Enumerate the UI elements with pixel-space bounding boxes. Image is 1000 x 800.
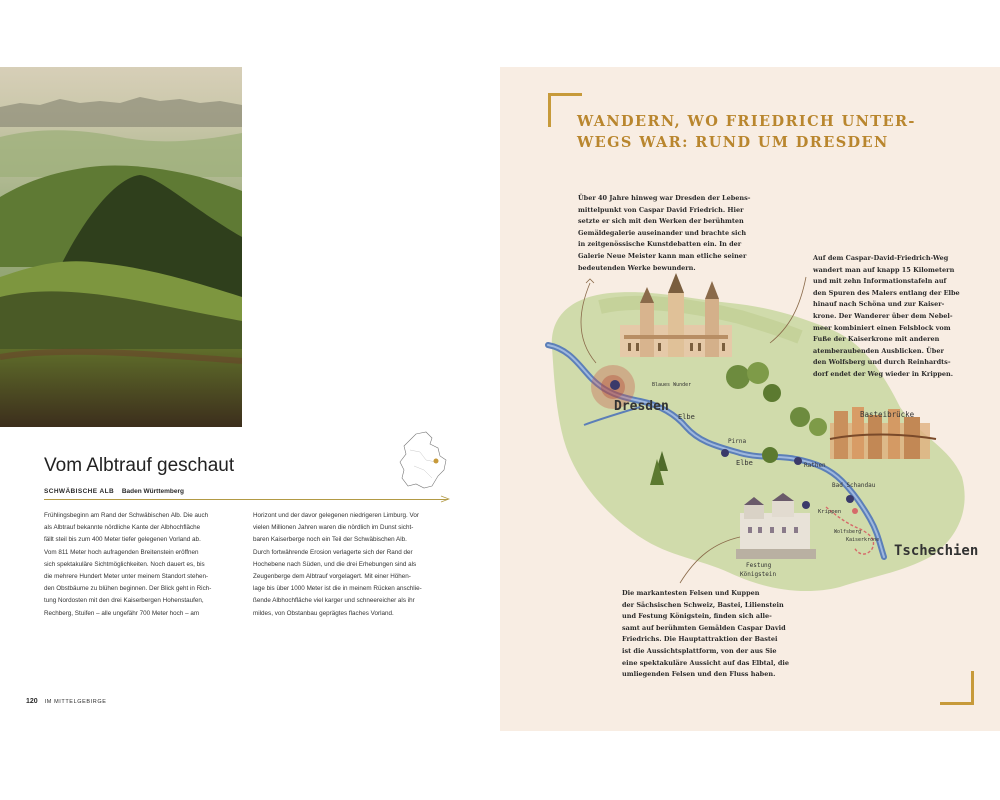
text-line: lage bis über 1000 Meter ist die in meinem Rücken anschlie- [253, 585, 422, 593]
map-label-bad-schandau: Bad Schandau [832, 482, 876, 489]
caption-line: und Festung Königstein, finden sich alle- [622, 612, 772, 621]
right-page [500, 67, 1000, 731]
text-line: den Obstbäume zu blühen beginnen. Der Blick geht in Rich- [44, 585, 212, 593]
caption-line: Fuße der Kaiserkrone mit anderen [813, 335, 940, 344]
text-line: Vom 811 Meter hoch aufragenden Breitenstein eröffnen [44, 548, 199, 556]
body-text-column-2 [253, 510, 451, 620]
caption-line: und mit zehn Informationstafeln auf [813, 277, 947, 286]
text-line: mildes, von Obstanbau geprägtes flaches Vorland. [253, 609, 394, 617]
caption-line: meer kombiniert einen Felsblock vom [813, 323, 951, 332]
corner-bracket-bottom-right [940, 671, 974, 705]
map-section-title [577, 111, 917, 153]
caption-dresden [578, 193, 751, 274]
caption-line: den Wolfsberg und durch Reinhardts- [813, 358, 951, 367]
caption-line: Galerie Neue Meister kann man etliche seiner [578, 251, 747, 260]
caption-line: umliegenden Felsen und den Fluss haben. [622, 670, 776, 679]
title-line: WEGS WAR: RUND UM DRESDEN [577, 134, 889, 151]
caption-line: krone. Der Wanderer über dem Nebel- [813, 311, 953, 320]
text-line: Durch fortwährende Erosion verlagerte sich der Rand der [253, 548, 413, 556]
text-line: baren Kaiserberge noch ein Teil der Schwäbischen Alb. [253, 536, 407, 544]
caption-line: setzte er sich mit den Werken der berühmten [578, 217, 744, 226]
caption-line: atemberaubenden Ausblicken. Über [813, 346, 944, 355]
text-line: tung Nordosten mit den drei Kaiserbergen Hohenstaufen, [44, 597, 204, 605]
arrow-right-icon [440, 495, 450, 503]
pirna-marker [721, 449, 729, 457]
page-folio [26, 698, 107, 705]
bad-schandau-marker [846, 495, 854, 503]
location-marker-icon [434, 459, 439, 464]
text-line: als Albtrauf bekannte nördliche Kante der Albhochfläche [44, 524, 201, 532]
map-label-wolfsberg: Wolfsberg [834, 529, 862, 535]
region-label [44, 488, 184, 495]
map-label-tschechien: Tschechien [894, 543, 979, 559]
caption-line: mittelpunkt von Caspar David Friedrich. Hier [578, 205, 744, 214]
map-label-kaiserkrone: Kaiserkrone [846, 537, 880, 543]
text-line: Hochebene nach Süden, und die drei Erhebungen sind als [253, 560, 417, 568]
text-line: Frühlingsbeginn am Rand der Schwäbischen Alb. Die auch [44, 512, 209, 519]
germany-region-map [396, 430, 452, 492]
caption-line: Über 40 Jahre hinweg war Dresden der Lebens- [578, 194, 751, 202]
rathen-marker [794, 457, 802, 465]
map-label-festung: Festung [746, 562, 772, 569]
map-label-krippen: Krippen [818, 509, 842, 515]
krippen-marker [852, 508, 858, 514]
caption-line: hinauf nach Schöna und zur Kaiser- [813, 300, 945, 309]
map-label-dresden: Dresden [614, 399, 669, 414]
caption-line: ist die Aussichtsplattform, von der aus Sie [622, 646, 777, 655]
map-label-rathen: Rathen [804, 462, 826, 469]
caption-line: Gemäldegalerie auseinander und brachte sich [578, 228, 747, 237]
map-label-blaues-wunder: Blaues Wunder [652, 382, 692, 388]
caption-saechsische-schweiz [622, 588, 789, 681]
article-title: Vom Albtrauf geschaut [44, 455, 235, 476]
caption-line: bedeutenden Werke bewundern. [578, 263, 696, 272]
page-number: 120 [26, 698, 38, 705]
caption-line: wandert man auf knapp 15 Kilometern [813, 265, 955, 274]
section-label: IM MITTELGEBIRGE [44, 699, 107, 705]
map-label-elbe-2: Elbe [736, 459, 753, 467]
caption-line: Die markantesten Felsen und Kuppen [622, 589, 760, 597]
caption-line: dorf endet der Weg wieder in Krippen. [813, 369, 954, 378]
title-line: WANDERN, WO FRIEDRICH UNTER- [577, 113, 916, 130]
caption-line: in zeitgenössische Kunstdebatten ein. In der [578, 240, 742, 249]
map-label-koenigstein: Königstein [740, 571, 777, 578]
body-text-column-1 [44, 510, 242, 620]
caption-line: den Spuren des Malers entlang der Elbe [813, 288, 960, 297]
caption-line: Auf dem Caspar-David-Friedrich-Weg [813, 254, 949, 262]
caption-line: samt auf berühmten Gemälden Caspar David [622, 623, 786, 632]
map-label-basteibruecke: Basteibrücke [860, 410, 915, 419]
map-label-elbe-1: Elbe [678, 413, 695, 421]
text-line: Rechberg, Stuifen – alle ungefähr 700 Meter hoch – am [44, 609, 200, 617]
text-line: vielen Millionen Jahren waren die nördlich im Dunst sicht- [253, 524, 414, 532]
landscape-photo [0, 67, 242, 427]
koenigstein-marker [802, 501, 810, 509]
caption-line: Friedrichs. Die Hauptattraktion der Bastei [622, 635, 778, 644]
text-line: sich spektakuläre Sichtmöglichkeiten. Noch dauert es, bis [44, 560, 205, 568]
text-line: die mehrere Hundert Meter unter meinem Standort stehen- [44, 573, 209, 581]
arrow-up-icon [586, 279, 594, 283]
caption-line: eine spektakuläre Aussicht auf das Elbtal, die [622, 658, 790, 667]
caption-line: der Sächsischen Schweiz, Bastei, Lilienstein [622, 600, 784, 609]
caption-friedrich-weg [813, 253, 960, 381]
region-name: SCHWÄBISCHE ALB [44, 488, 115, 495]
dresden-marker [610, 380, 620, 390]
divider-rule [44, 499, 448, 500]
text-line: ßende Albhochfläche viel karger und schneereicher als ihr [253, 597, 415, 605]
text-line: Horizont und der davor gelegenen niedrigeren Limburg. Vor [253, 512, 419, 519]
map-label-pirna: Pirna [728, 438, 747, 445]
text-line: fällt steil bis zum 400 Meter tiefer gelegenen Vorland ab. [44, 536, 201, 544]
region-state: Baden Württemberg [121, 488, 184, 495]
text-line: Zeugenberge dem Albtrauf vorgelagert. Mit einer Höhen- [253, 573, 411, 581]
